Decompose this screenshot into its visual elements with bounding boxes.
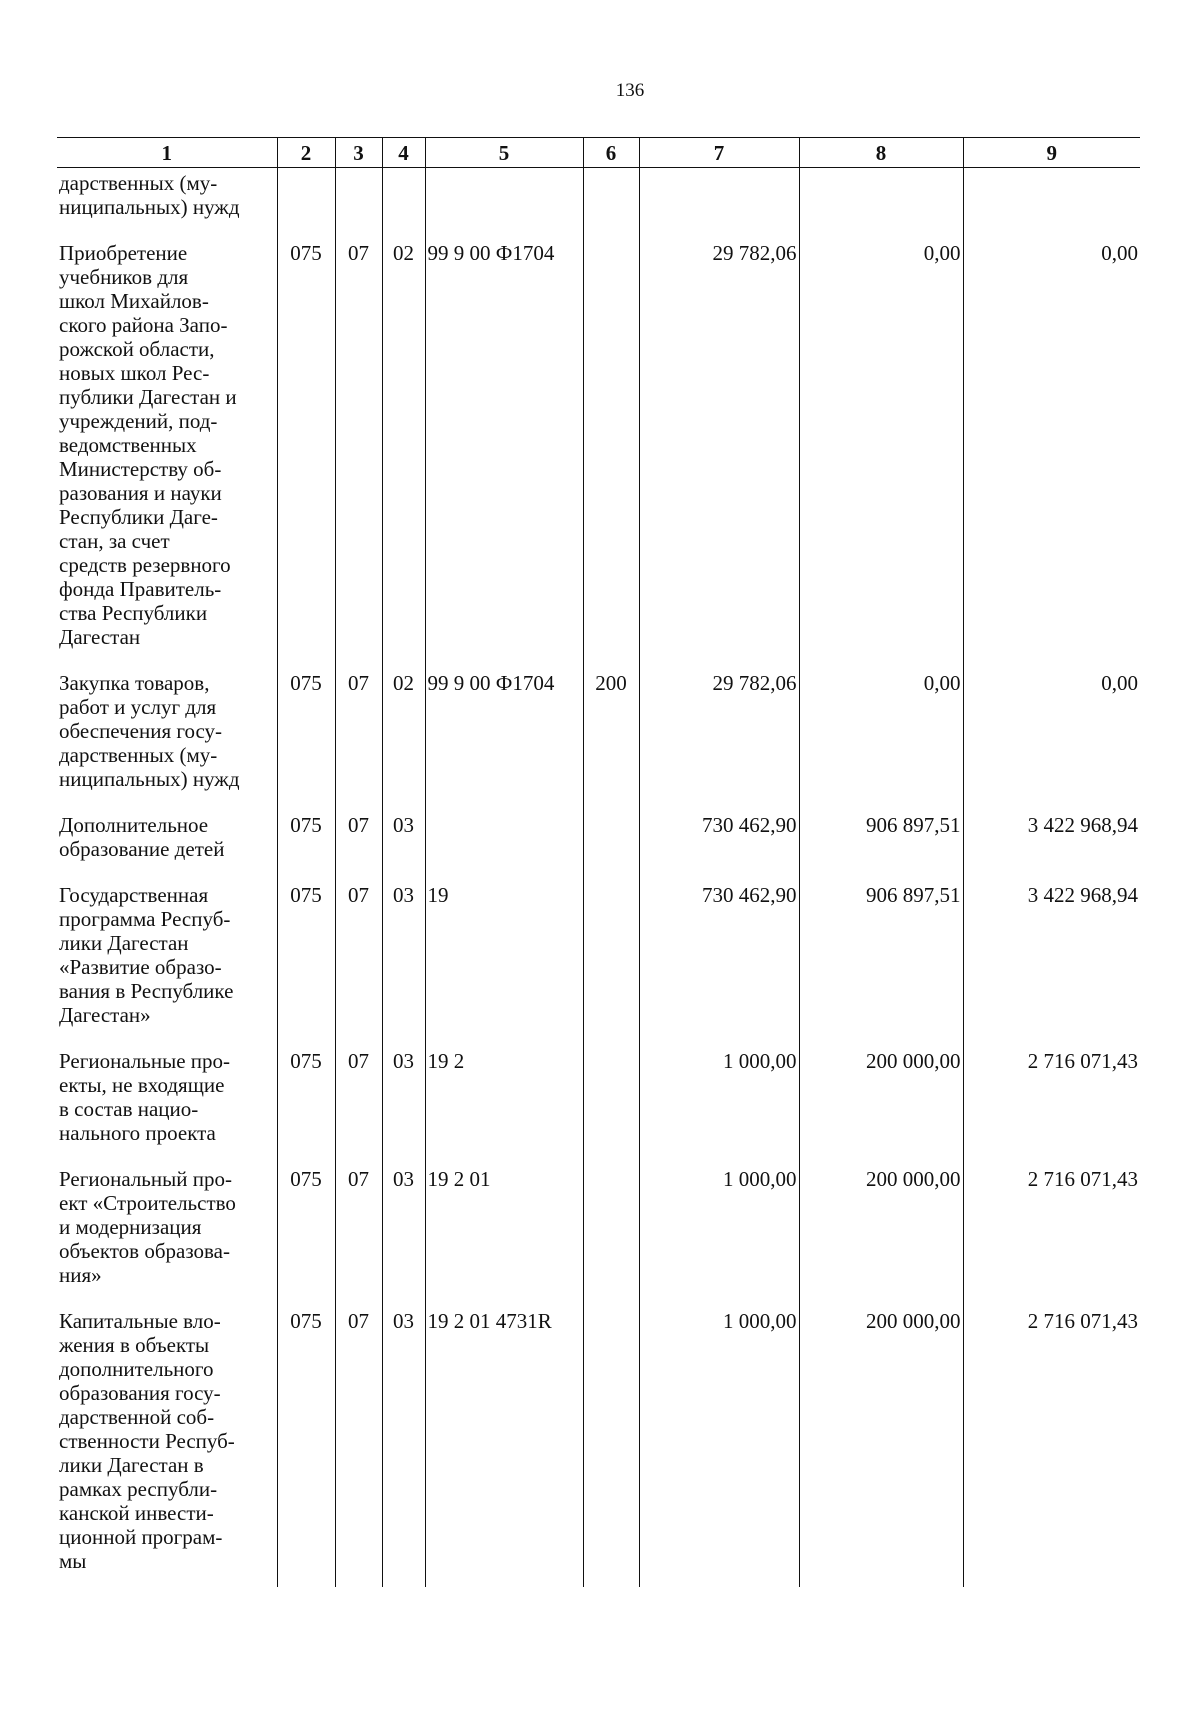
cell-c4: 03 xyxy=(382,878,425,1044)
cell-c2 xyxy=(277,168,335,237)
budget-table xyxy=(57,137,1140,1587)
cell-c6 xyxy=(583,1044,639,1162)
cell-c8: 200 000,00 xyxy=(799,1044,963,1162)
header-col-8: 8 xyxy=(799,138,963,168)
cell-c5 xyxy=(425,168,583,237)
cell-c5: 19 xyxy=(425,878,583,1044)
row-name-cell: дарственных (му- ниципальных) нужд xyxy=(59,171,240,219)
header-col-5: 5 xyxy=(425,138,583,168)
cell-c5: 19 2 01 4731R xyxy=(425,1304,583,1587)
cell-c7: 1 000,00 xyxy=(639,1304,799,1587)
cell-c5: 19 2 xyxy=(425,1044,583,1162)
header-col-3: 3 xyxy=(335,138,382,168)
cell-c9: 3 422 968,94 xyxy=(963,808,1140,878)
header-col-6: 6 xyxy=(583,138,639,168)
cell-c3: 07 xyxy=(335,666,382,808)
cell-c5: 19 2 01 xyxy=(425,1162,583,1304)
cell-c2: 075 xyxy=(277,1044,335,1162)
cell-c6 xyxy=(583,236,639,666)
cell-c4: 03 xyxy=(382,1304,425,1587)
cell-c8: 0,00 xyxy=(799,666,963,808)
table-row xyxy=(57,1304,1140,1587)
cell-c9 xyxy=(963,168,1140,237)
cell-c7: 1 000,00 xyxy=(639,1162,799,1304)
table-row xyxy=(57,236,1140,666)
cell-c2: 075 xyxy=(277,808,335,878)
cell-c9: 2 716 071,43 xyxy=(963,1044,1140,1162)
cell-c4: 02 xyxy=(382,236,425,666)
cell-c4: 03 xyxy=(382,808,425,878)
cell-c5 xyxy=(425,808,583,878)
cell-c6 xyxy=(583,168,639,237)
cell-c7: 1 000,00 xyxy=(639,1044,799,1162)
row-name-cell: Региональный про- ект «Строительство и модернизация объектов образова- ния» xyxy=(59,1167,236,1287)
cell-c2: 075 xyxy=(277,1162,335,1304)
table-row xyxy=(57,808,1140,878)
cell-c6 xyxy=(583,808,639,878)
cell-c2: 075 xyxy=(277,1304,335,1587)
cell-c4: 02 xyxy=(382,666,425,808)
cell-c7: 730 462,90 xyxy=(639,808,799,878)
cell-c9: 3 422 968,94 xyxy=(963,878,1140,1044)
header-col-9: 9 xyxy=(963,138,1140,168)
cell-c3: 07 xyxy=(335,808,382,878)
table-row xyxy=(57,878,1140,1044)
cell-c8: 906 897,51 xyxy=(799,808,963,878)
cell-c4: 03 xyxy=(382,1162,425,1304)
header-col-1: 1 xyxy=(57,138,277,168)
cell-c3: 07 xyxy=(335,1044,382,1162)
cell-c9: 0,00 xyxy=(963,666,1140,808)
table-body xyxy=(57,168,1140,1588)
cell-c4: 03 xyxy=(382,1044,425,1162)
cell-c6 xyxy=(583,1304,639,1587)
cell-c6 xyxy=(583,878,639,1044)
cell-c3: 07 xyxy=(335,878,382,1044)
header-col-7: 7 xyxy=(639,138,799,168)
table-row xyxy=(57,666,1140,808)
cell-c7: 29 782,06 xyxy=(639,666,799,808)
cell-c7: 730 462,90 xyxy=(639,878,799,1044)
cell-c3: 07 xyxy=(335,236,382,666)
cell-c8: 906 897,51 xyxy=(799,878,963,1044)
cell-c9: 2 716 071,43 xyxy=(963,1304,1140,1587)
cell-c7: 29 782,06 xyxy=(639,236,799,666)
cell-c2: 075 xyxy=(277,236,335,666)
cell-c4 xyxy=(382,168,425,237)
page-number: 136 xyxy=(615,80,645,101)
row-name-cell: Закупка товаров, работ и услуг для обеспечения госу- дарственных (му- ниципальных) нужд xyxy=(59,671,240,791)
cell-c8: 0,00 xyxy=(799,236,963,666)
table-row xyxy=(57,168,1140,237)
cell-c8: 200 000,00 xyxy=(799,1304,963,1587)
cell-c5: 99 9 00 Ф1704 xyxy=(425,666,583,808)
row-name-cell: Дополнительное образование детей xyxy=(59,813,225,861)
header-col-2: 2 xyxy=(277,138,335,168)
cell-c5: 99 9 00 Ф1704 xyxy=(425,236,583,666)
cell-c6 xyxy=(583,1162,639,1304)
cell-c3: 07 xyxy=(335,1162,382,1304)
cell-c6: 200 xyxy=(583,666,639,808)
cell-c9: 0,00 xyxy=(963,236,1140,666)
row-name-cell: Приобретение учебников для школ Михайлов- ского района Запо- рожской области, новых школ Рес- публики Дагестан и учреждений, под- ведомственных Министерству об- разования и науки Республики Даге- стан, за счет средств резервного фонда Правитель- ства Республики Дагестан xyxy=(59,241,237,649)
cell-c3 xyxy=(335,168,382,237)
row-name-cell: Региональные про- екты, не входящие в состав нацио- нального проекта xyxy=(59,1049,231,1145)
cell-c2: 075 xyxy=(277,878,335,1044)
table-row xyxy=(57,1162,1140,1304)
table-row xyxy=(57,1044,1140,1162)
row-name-cell: Капитальные вло- жения в объекты дополнительного образования госу- дарственной соб- ственности Респуб- лики Дагестан в рамках республи- канской инвести- ционной програм- мы xyxy=(59,1309,235,1573)
cell-c2: 075 xyxy=(277,666,335,808)
cell-c7 xyxy=(639,168,799,237)
cell-c9: 2 716 071,43 xyxy=(963,1162,1140,1304)
header-row xyxy=(57,138,1140,168)
header-col-4: 4 xyxy=(382,138,425,168)
row-name-cell: Государственная программа Респуб- лики Дагестан «Развитие образо- вания в Республике Дагестан» xyxy=(59,883,234,1027)
cell-c8 xyxy=(799,168,963,237)
cell-c8: 200 000,00 xyxy=(799,1162,963,1304)
cell-c3: 07 xyxy=(335,1304,382,1587)
